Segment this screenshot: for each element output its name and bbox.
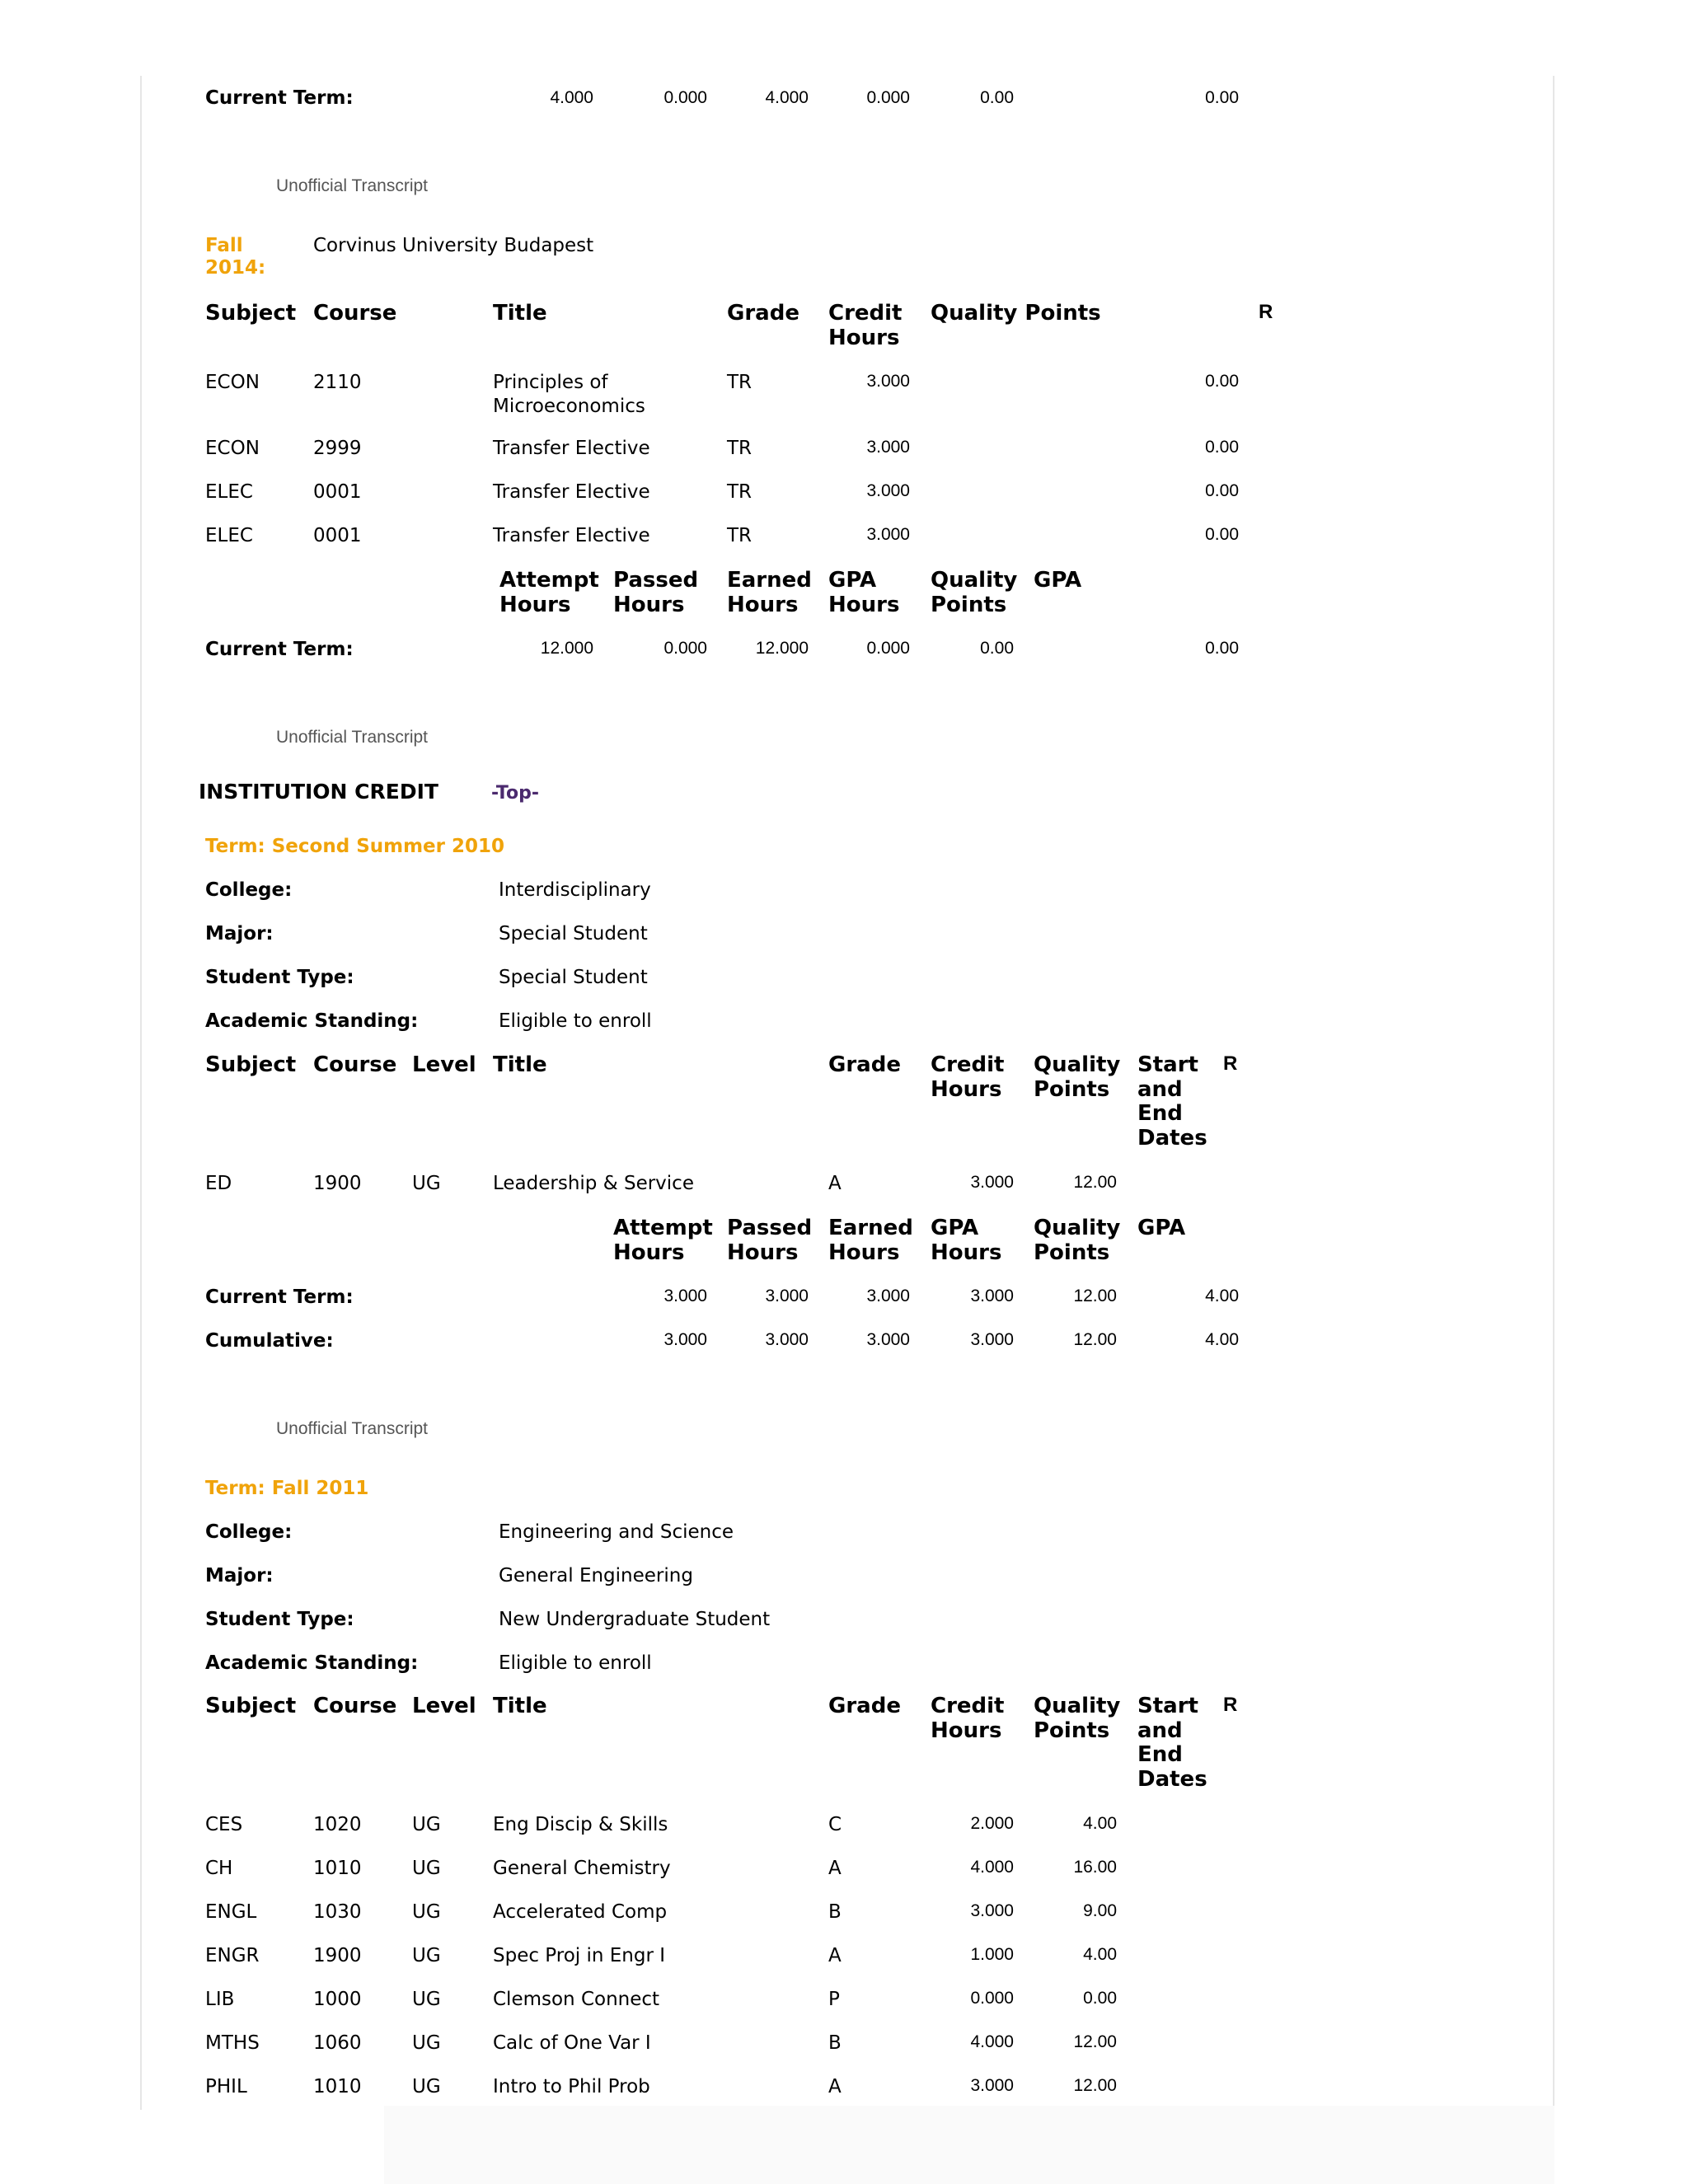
row-subject: ELEC <box>205 481 253 503</box>
row-subject: ECON <box>205 372 260 393</box>
row-grade: P <box>828 1989 840 2010</box>
header-course: Course <box>313 1694 397 1718</box>
right-border <box>1553 76 1554 2110</box>
row-course: 1010 <box>313 2076 362 2097</box>
row-title: Transfer Elective <box>493 438 650 459</box>
header-start-end-dates: Start and End Dates <box>1137 1694 1207 1792</box>
row-subject: LIB <box>205 1989 235 2010</box>
row-credit: 3.000 <box>866 525 910 544</box>
left-border <box>140 76 142 2110</box>
summary-value: 3.000 <box>663 1286 707 1305</box>
summary-value: 3.000 <box>765 1330 809 1349</box>
row-title: Leadership & Service <box>493 1173 694 1194</box>
summary-value: 3.000 <box>663 1330 707 1349</box>
header-passed-hours: Passed Hours <box>613 568 699 617</box>
header-subject: Subject <box>205 1694 297 1718</box>
header-attempt-hours: Attempt Hours <box>499 568 599 617</box>
major-value: General Engineering <box>499 1565 693 1586</box>
row-course: 1020 <box>313 1814 362 1835</box>
college-value: Interdisciplinary <box>499 879 651 901</box>
row-title: Spec Proj in Engr I <box>493 1945 666 1966</box>
header-quality-points: Quality Points <box>931 568 1018 617</box>
summary-value: 4.00 <box>1205 1330 1239 1349</box>
college-value: Engineering and Science <box>499 1521 734 1543</box>
row-quality-points: 4.00 <box>1083 1814 1117 1833</box>
summary-value: 0.000 <box>866 639 910 658</box>
summary-value: 0.00 <box>980 639 1014 658</box>
row-subject: ECON <box>205 438 260 459</box>
row-subject: ELEC <box>205 525 253 546</box>
header-quality-points: Quality Points <box>1034 1052 1121 1102</box>
header-grade: Grade <box>828 1052 901 1077</box>
header-quality-points: Quality Points <box>1034 1216 1121 1265</box>
row-grade: TR <box>727 481 753 503</box>
row-course: 2110 <box>313 372 362 393</box>
row-credit: 3.000 <box>970 1901 1014 1920</box>
major-value: Special Student <box>499 923 648 944</box>
row-level: UG <box>412 1945 441 1966</box>
header-subject: Subject <box>205 301 297 326</box>
current-term-label: Current Term: <box>205 639 354 660</box>
academic-standing-value: Eligible to enroll <box>499 1652 652 1674</box>
row-r: 0.00 <box>1205 438 1239 457</box>
unofficial-transcript-label: Unofficial Transcript <box>276 176 429 195</box>
summary-value: 12.00 <box>1073 1330 1117 1349</box>
row-level: UG <box>412 1814 441 1835</box>
header-gpa-hours: GPA Hours <box>828 568 900 617</box>
header-gpa: GPA <box>1034 568 1082 593</box>
row-level: UG <box>412 1173 441 1194</box>
header-grade: Grade <box>727 301 799 326</box>
row-credit: 3.000 <box>970 2076 1014 2095</box>
header-quality-points: Quality Points <box>931 301 1101 326</box>
row-r: 0.00 <box>1205 525 1239 544</box>
row-subject: MTHS <box>205 2032 260 2054</box>
summary-value: 0.00 <box>980 88 1014 107</box>
header-course: Course <box>313 301 397 326</box>
current-term-label: Current Term: <box>205 87 354 109</box>
row-quality-points: 16.00 <box>1073 1858 1117 1877</box>
cumulative-label: Cumulative: <box>205 1330 334 1352</box>
row-credit: 3.000 <box>970 1173 1014 1192</box>
row-level: UG <box>412 1989 441 2010</box>
summary-value: 0.000 <box>663 88 707 107</box>
header-earned-hours: Earned Hours <box>828 1216 913 1265</box>
row-level: UG <box>412 1858 441 1879</box>
header-gpa-hours: GPA Hours <box>931 1216 1002 1265</box>
header-start-end-dates: Start and End Dates <box>1137 1052 1207 1151</box>
row-r: 0.00 <box>1205 481 1239 500</box>
row-credit: 3.000 <box>866 372 910 391</box>
row-quality-points: 12.00 <box>1073 2032 1117 2051</box>
header-course: Course <box>313 1052 397 1077</box>
row-title: Eng Discip & Skills <box>493 1814 668 1835</box>
row-subject: CES <box>205 1814 243 1835</box>
header-title: Title <box>493 1052 547 1077</box>
row-subject: ENGR <box>205 1945 260 1966</box>
header-quality-points: Quality Points <box>1034 1694 1121 1743</box>
summary-value: 12.00 <box>1073 1286 1117 1305</box>
row-grade: B <box>828 2032 842 2054</box>
header-earned-hours: Earned Hours <box>727 568 812 617</box>
academic-standing-label: Academic Standing: <box>205 1010 419 1032</box>
row-course: 1900 <box>313 1945 362 1966</box>
row-grade: A <box>828 1945 842 1966</box>
row-credit: 4.000 <box>970 2032 1014 2051</box>
current-term-label: Current Term: <box>205 1286 354 1308</box>
unofficial-transcript-label: Unofficial Transcript <box>276 1419 429 1438</box>
term-heading: Term: Fall 2011 <box>205 1478 369 1499</box>
header-credit-hours: Credit Hours <box>931 1694 1005 1743</box>
row-subject: PHIL <box>205 2076 247 2097</box>
summary-value: 0.00 <box>1205 88 1239 107</box>
row-course: 0001 <box>313 481 362 503</box>
row-quality-points: 9.00 <box>1083 1901 1117 1920</box>
institution-name: Corvinus University Budapest <box>313 235 594 256</box>
summary-value: 4.000 <box>550 88 593 107</box>
summary-value: 0.000 <box>663 639 707 658</box>
row-grade: B <box>828 1901 842 1923</box>
term-heading: Fall <box>205 235 243 256</box>
row-course: 0001 <box>313 525 362 546</box>
summary-value: 0.000 <box>866 88 910 107</box>
major-label: Major: <box>205 923 274 944</box>
header-level: Level <box>412 1694 476 1718</box>
row-subject: CH <box>205 1858 233 1879</box>
unofficial-transcript-label: Unofficial Transcript <box>276 728 429 747</box>
summary-value: 3.000 <box>765 1286 809 1305</box>
header-r: R <box>1223 1052 1238 1075</box>
summary-value: 0.00 <box>1205 639 1239 658</box>
row-credit: 1.000 <box>970 1945 1014 1964</box>
header-passed-hours: Passed Hours <box>727 1216 813 1265</box>
summary-value: 4.000 <box>765 88 809 107</box>
row-grade: A <box>828 1858 842 1879</box>
row-r: 0.00 <box>1205 372 1239 391</box>
major-label: Major: <box>205 1565 274 1586</box>
row-level: UG <box>412 2032 441 2054</box>
header-r: R <box>1223 1694 1238 1716</box>
row-subject: ENGL <box>205 1901 257 1923</box>
row-quality-points: 4.00 <box>1083 1945 1117 1964</box>
row-title: Transfer Elective <box>493 525 650 546</box>
summary-value: 12.000 <box>755 639 809 658</box>
row-level: UG <box>412 2076 441 2097</box>
student-type-value: Special Student <box>499 967 648 988</box>
row-credit: 2.000 <box>970 1814 1014 1833</box>
row-subject: ED <box>205 1173 232 1194</box>
row-title: Transfer Elective <box>493 481 650 503</box>
row-grade: A <box>828 2076 842 2097</box>
header-level: Level <box>412 1052 476 1077</box>
header-r: R <box>1259 301 1273 323</box>
summary-value: 3.000 <box>970 1330 1014 1349</box>
header-subject: Subject <box>205 1052 297 1077</box>
row-title: Calc of One Var I <box>493 2032 651 2054</box>
row-credit: 3.000 <box>866 438 910 457</box>
header-credit-hours: Credit Hours <box>828 301 903 350</box>
academic-standing-value: Eligible to enroll <box>499 1010 652 1032</box>
summary-value: 12.000 <box>540 639 593 658</box>
summary-value: 3.000 <box>970 1286 1014 1305</box>
row-course: 2999 <box>313 438 362 459</box>
row-credit: 4.000 <box>970 1858 1014 1877</box>
student-type-label: Student Type: <box>205 967 354 988</box>
row-title: General Chemistry <box>493 1858 671 1879</box>
row-title: Accelerated Comp <box>493 1901 668 1923</box>
row-quality-points: 12.00 <box>1073 2076 1117 2095</box>
college-label: College: <box>205 1521 293 1543</box>
college-label: College: <box>205 879 293 901</box>
bottom-shade <box>384 2106 1554 2184</box>
row-course: 1900 <box>313 1173 362 1194</box>
student-type-label: Student Type: <box>205 1609 354 1630</box>
student-type-value: New Undergraduate Student <box>499 1609 771 1630</box>
row-grade: C <box>828 1814 842 1835</box>
header-credit-hours: Credit Hours <box>931 1052 1005 1102</box>
row-title: Intro to Phil Prob <box>493 2076 650 2097</box>
row-course: 1060 <box>313 2032 362 2054</box>
row-grade: A <box>828 1173 842 1194</box>
row-credit: 3.000 <box>866 481 910 500</box>
header-title: Title <box>493 1694 547 1718</box>
row-quality-points: 0.00 <box>1083 1989 1117 2008</box>
top-link[interactable]: -Top- <box>491 783 539 804</box>
header-attempt-hours: Attempt Hours <box>613 1216 713 1265</box>
academic-standing-label: Academic Standing: <box>205 1652 419 1674</box>
header-grade: Grade <box>828 1694 901 1718</box>
section-title: INSTITUTION CREDIT <box>199 780 438 804</box>
row-title: Clemson Connect <box>493 1989 660 2010</box>
header-gpa: GPA <box>1137 1216 1186 1240</box>
row-course: 1000 <box>313 1989 362 2010</box>
summary-value: 3.000 <box>866 1330 910 1349</box>
term-heading-year: 2014: <box>205 257 266 279</box>
row-credit: 0.000 <box>970 1989 1014 2008</box>
summary-value: 3.000 <box>866 1286 910 1305</box>
header-title: Title <box>493 301 547 326</box>
row-grade: TR <box>727 438 753 459</box>
row-level: UG <box>412 1901 441 1923</box>
row-quality-points: 12.00 <box>1073 1173 1117 1192</box>
term-heading: Term: Second Summer 2010 <box>205 836 505 857</box>
row-grade: TR <box>727 525 753 546</box>
summary-value: 4.00 <box>1205 1286 1239 1305</box>
row-title: Principles of Microeconomics <box>493 372 645 417</box>
row-course: 1010 <box>313 1858 362 1879</box>
row-course: 1030 <box>313 1901 362 1923</box>
row-grade: TR <box>727 372 753 393</box>
